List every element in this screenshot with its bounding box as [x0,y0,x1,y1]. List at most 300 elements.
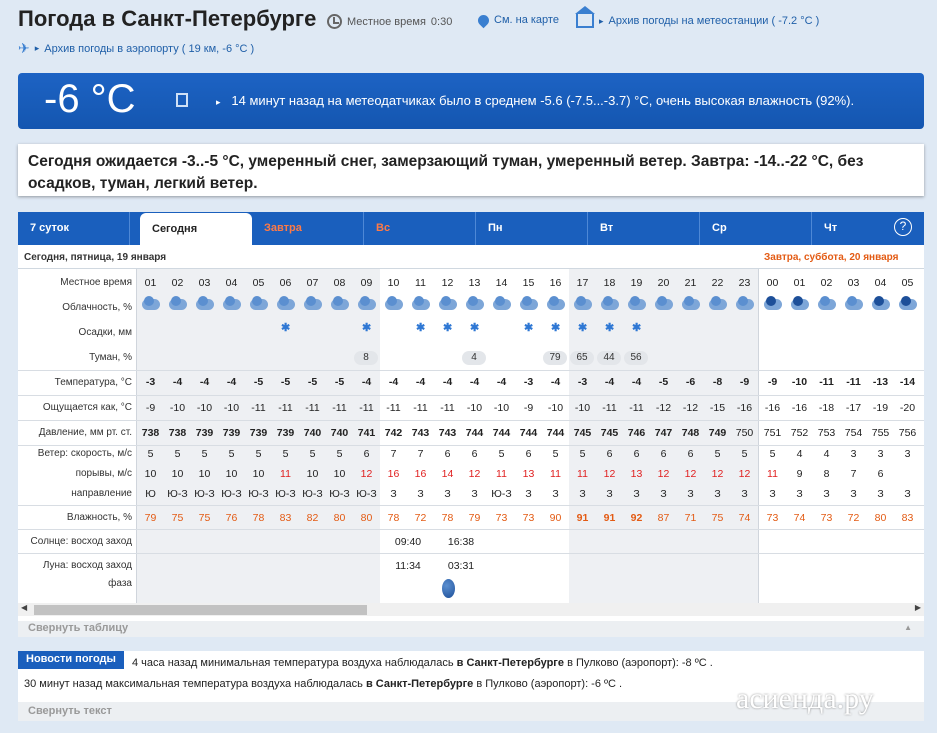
wind-cell: 5 [309,448,316,460]
label-dir: направление [71,488,132,499]
hour-cell: 20 [657,277,670,289]
cloud-moon-icon [788,296,810,311]
pressure-cell: 751 [763,427,782,439]
scroll-right-icon[interactable]: ▶ [914,603,921,612]
table-scrollbar[interactable] [18,603,924,616]
temp-cell: -11 [846,376,861,388]
tab-wednesday[interactable] [700,212,812,245]
humidity-cell: 75 [171,512,184,524]
map-link[interactable] [478,14,559,26]
cloud-icon [139,296,161,311]
tab-label: Вс [376,222,391,234]
gust-cell: 14 [441,468,454,480]
humidity-cell: 91 [576,512,589,524]
gust-cell: 8 [823,468,830,480]
temp-cell: -4 [199,376,210,388]
feels-cell: -16 [764,402,781,414]
feels-cell: -10 [223,402,240,414]
cloud-icon [166,296,188,311]
humidity-cell: 83 [901,512,914,524]
temp-cell: -5 [334,376,345,388]
gust-cell: 10 [144,468,157,480]
dir-cell: Ю-З [329,488,350,500]
gust-cell: 11 [280,468,291,480]
dir-cell: Ю-З [194,488,215,500]
day-tabs [18,212,924,245]
feels-cell: -12 [682,402,699,414]
dir-cell: З [877,488,884,500]
scroll-left-icon[interactable]: ◀ [21,603,28,612]
dir-cell: Ю-З [491,488,512,500]
pressure-cell: 748 [681,427,700,439]
temp-cell: -9 [767,376,778,388]
gust-cell: 6 [877,468,884,480]
label-humidity: Влажность, % [66,512,132,523]
snow-icon: ✱ [362,322,372,334]
local-time-label: Местное время [347,15,426,28]
wind-cell: 5 [552,448,559,460]
humidity-cell: 79 [468,512,481,524]
gust-cell: 13 [522,468,535,480]
temp-cell: -5 [280,376,291,388]
wind-cell: 5 [714,448,721,460]
snow-icon: ✱ [524,322,534,334]
pressure-cell: 749 [708,427,727,439]
label-cloud: Облачность, % [62,302,132,313]
dir-cell: Ю-З [356,488,377,500]
gust-cell: 10 [198,468,211,480]
wind-cell: 6 [633,448,640,460]
tab-monday[interactable] [476,212,588,245]
dir-cell: Ю-З [167,488,188,500]
temp-cell: -5 [253,376,264,388]
dir-cell: З [633,488,640,500]
hour-cell: 13 [468,277,481,289]
gust-cell: 11 [550,468,561,480]
current-temp: -6 °C [44,77,136,121]
humidity-cell: 72 [414,512,427,524]
wind-cell: 5 [174,448,181,460]
tab-tuesday[interactable] [588,212,700,245]
caret-icon: ▸ [216,97,221,107]
local-time-value: 0:30 [430,15,453,28]
hour-cell: 10 [387,277,400,289]
feels-cell: -9 [523,402,534,414]
date-tomorrow: Завтра, суббота, 20 января [764,252,899,263]
humidity-cell: 82 [306,512,319,524]
gust-cell: 12 [603,468,616,480]
news-text: в Пулково (аэропорт): -8 ºC . [567,657,713,669]
temp-cell: -4 [604,376,615,388]
humidity-cell: 75 [711,512,724,524]
dir-cell: З [552,488,559,500]
row-divider [18,529,924,530]
temp-cell: -4 [226,376,237,388]
pressure-cell: 754 [844,427,863,439]
dir-cell: З [823,488,830,500]
label-phase: фаза [108,578,132,589]
wind-cell: 4 [823,448,830,460]
fog-badge: 8 [354,351,378,365]
cloud-icon [598,296,620,311]
wind-cell: 5 [579,448,586,460]
label-gusts: порывы, м/с [75,468,132,479]
feels-cell: -11 [305,402,320,414]
feels-cell: -11 [278,402,293,414]
hour-cell: 02 [820,277,833,289]
pressure-cell: 744 [465,427,484,439]
wind-cell: 5 [201,448,208,460]
row-divider [18,420,924,421]
dir-cell: З [390,488,397,500]
watermark: асиенда.ру [736,682,874,715]
humidity-cell: 78 [252,512,265,524]
snow-icon: ✱ [632,322,642,334]
wind-cell: 6 [525,448,532,460]
cloud-icon [842,296,864,311]
gust-cell: 16 [387,468,400,480]
pressure-cell: 744 [492,427,511,439]
wind-cell: 6 [606,448,613,460]
tab-7-days[interactable] [18,212,130,245]
cloud-moon-icon [896,296,918,311]
feels-cell: -10 [196,402,213,414]
wind-cell: 7 [417,448,424,460]
pressure-cell: 742 [384,427,403,439]
snow-icon: ✱ [416,322,426,334]
cloud-icon [733,296,755,311]
feels-cell: -20 [899,402,916,414]
help-icon[interactable]: ? [894,218,912,236]
snow-icon: ✱ [551,322,561,334]
gust-cell: 11 [496,468,507,480]
dir-cell: З [741,488,748,500]
humidity-cell: 72 [847,512,860,524]
humidity-cell: 80 [874,512,887,524]
caret-icon: ▸ [34,43,40,53]
label-time: Местное время [60,277,132,288]
pressure-cell: 746 [627,427,646,439]
dir-cell: З [850,488,857,500]
feels-cell: -16 [736,402,753,414]
cloud-moon-icon [869,296,891,311]
pressure-cell: 739 [276,427,295,439]
hour-cell: 04 [874,277,887,289]
wind-cell: 5 [228,448,235,460]
hour-cell: 22 [711,277,724,289]
tab-divider [129,212,130,245]
cloud-icon [193,296,215,311]
row-divider [18,445,924,446]
station-archive-text[interactable]: Архив погоды на метеостанции ( -7.2 °C ) [608,15,820,27]
fog-badge: 65 [570,351,594,365]
current-summary [216,93,854,108]
cloud-icon [220,296,242,311]
feels-cell: -11 [440,402,455,414]
wind-cell: 6 [471,448,478,460]
humidity-cell: 80 [333,512,346,524]
dir-cell: З [714,488,721,500]
pressure-cell: 739 [249,427,268,439]
feels-cell: -12 [655,402,672,414]
hour-cell: 09 [360,277,373,289]
feels-cell: -11 [251,402,266,414]
tab-label: Вт [600,222,614,234]
dir-cell: Ю [145,488,156,500]
cloud-icon [463,296,485,311]
dir-cell: Ю-З [221,488,242,500]
clock-icon [327,14,342,29]
wind-cell: 4 [796,448,803,460]
feels-cell: -9 [145,402,156,414]
gust-cell: 12 [738,468,751,480]
temp-cell: -6 [685,376,696,388]
wind-cell: 7 [390,448,397,460]
wind-cell: 3 [904,448,911,460]
pressure-cell: 739 [222,427,241,439]
dates-row [18,245,924,269]
local-time [327,14,452,29]
humidity-cell: 87 [657,512,670,524]
current-summary-text: 14 минут назад на метеодатчиках было в среднем -5.6 (-7.5...-3.7) °C, очень высокая влажность (92%). [231,93,855,108]
gust-cell: 12 [360,468,373,480]
airport-archive-link[interactable] [18,40,254,57]
feels-cell: -11 [332,402,347,414]
feels-cell: -10 [466,402,483,414]
humidity-cell: 83 [279,512,292,524]
news-text: в Пулково (аэропорт): -6 ºC . [476,678,623,690]
temp-cell: -11 [819,376,834,388]
moonset: 03:31 [447,560,475,572]
cloud-icon [409,296,431,311]
collapse-up-icon: ▲ [904,623,912,632]
snow-icon: ✱ [443,322,453,334]
humidity-cell: 73 [495,512,508,524]
humidity-cell: 90 [549,512,562,524]
wind-cell: 3 [850,448,857,460]
feels-cell: -11 [629,402,644,414]
wind-cell: 6 [660,448,667,460]
dir-cell: З [579,488,586,500]
label-temp: Температура, °C [54,377,132,388]
temp-cell: -9 [739,376,750,388]
temp-cell: -3 [577,376,588,388]
feels-cell: -18 [818,402,835,414]
tab-today[interactable] [140,213,252,246]
map-link-text[interactable]: См. на карте [494,14,559,26]
pressure-cell: 739 [195,427,214,439]
feels-cell: -10 [547,402,564,414]
pressure-cell: 744 [519,427,538,439]
cloud-moon-icon [761,296,783,311]
pressure-cell: 755 [871,427,890,439]
tab-thursday[interactable] [812,212,892,245]
feels-cell: -19 [872,402,889,414]
dir-cell: З [525,488,532,500]
fog-badge: 4 [462,351,486,365]
cloud-icon [625,296,647,311]
cloud-icon [652,296,674,311]
hour-cell: 12 [441,277,454,289]
dir-cell: З [444,488,451,500]
fog-badge: 56 [624,351,648,365]
dir-cell: З [606,488,613,500]
hour-cell: 03 [847,277,860,289]
dir-cell: З [904,488,911,500]
row-divider [18,395,924,396]
collapse-table-button[interactable] [18,621,924,637]
cloud-icon [328,296,350,311]
collapse-text-label: Свернуть текст [28,705,112,717]
cloud-icon [706,296,728,311]
pressure-cell: 745 [573,427,592,439]
sunrise: 09:40 [394,536,422,548]
hour-cell: 15 [522,277,535,289]
temp-cell: -3 [145,376,156,388]
pressure-cell: 740 [303,427,322,439]
pressure-cell: 756 [898,427,917,439]
humidity-cell: 80 [360,512,373,524]
label-sun: Солнце: восход заход [30,536,132,547]
row-divider [18,370,924,371]
pressure-cell: 738 [168,427,187,439]
pressure-cell: 753 [817,427,836,439]
gust-cell: 12 [657,468,670,480]
hour-cell: 01 [793,277,806,289]
label-moon: Луна: восход заход [42,560,132,571]
current-weather-banner [18,73,924,129]
humidity-cell: 78 [441,512,454,524]
hour-cell: 19 [630,277,643,289]
cloud-icon [274,296,296,311]
cloud-icon [517,296,539,311]
wind-cell: 5 [769,448,776,460]
page-title: Погода в Санкт-Петербурге [18,6,317,31]
feels-cell: -10 [574,402,591,414]
humidity-cell: 73 [820,512,833,524]
temp-cell: -4 [550,376,561,388]
pressure-cell: 743 [411,427,430,439]
station-icon [576,14,594,28]
wind-cell: 5 [741,448,748,460]
sunset: 16:38 [447,536,475,548]
fog-badge: 44 [597,351,621,365]
label-wind: Ветер: скорость, м/с [37,448,132,459]
wind-cell: 3 [877,448,884,460]
dir-cell: Ю-З [248,488,269,500]
gust-cell: 10 [306,468,319,480]
dir-cell: З [660,488,667,500]
temp-cell: -13 [872,376,889,388]
tab-label: Завтра [264,222,302,234]
dir-cell: З [687,488,694,500]
snow-icon: ✱ [605,322,615,334]
hour-cell: 11 [415,277,426,289]
humidity-cell: 79 [144,512,157,524]
temp-cell: -4 [631,376,642,388]
temp-cell: -4 [361,376,372,388]
tab-tomorrow[interactable] [252,212,364,245]
hour-cell: 00 [766,277,779,289]
tab-sunday[interactable] [364,212,476,245]
snow-icon: ✱ [281,322,291,334]
station-archive-link[interactable] [576,14,819,28]
feels-cell: -11 [386,402,401,414]
gust-cell: 12 [711,468,724,480]
wind-cell: 5 [147,448,154,460]
label-feels: Ощущается как, °C [42,402,132,413]
news-item [132,657,713,669]
temp-cell: -4 [415,376,426,388]
pressure-cell: 752 [790,427,809,439]
temp-cell: -4 [388,376,399,388]
gust-cell: 12 [468,468,481,480]
news-city: в Санкт-Петербурге [365,678,474,690]
airport-archive-text[interactable]: Архив погоды в аэропорту ( 19 км, -6 °C ) [44,42,255,55]
humidity-cell: 71 [684,512,697,524]
plane-icon: ✈ [18,40,30,56]
wind-cell: 5 [255,448,262,460]
gust-cell: 11 [577,468,588,480]
cloud-icon [571,296,593,311]
dir-cell: З [769,488,776,500]
scroll-thumb[interactable] [34,605,367,615]
dir-cell: Ю-З [275,488,296,500]
wind-cell: 5 [498,448,505,460]
cloud-icon [490,296,512,311]
gust-cell: 10 [171,468,184,480]
news-text: 30 минут назад максимальная температура воздуха наблюдалась [24,678,363,690]
forecast-text: Сегодня ожидается -3..-5 °C, умеренный снег, замерзающий туман, умеренный ветер. Завтра: -14..-22 °C, без осадков, туман, легкий ветер. [18,144,924,196]
wind-cell: 6 [363,448,370,460]
moon-phase-icon [442,579,455,598]
hour-cell: 17 [576,277,589,289]
temp-cell: -5 [658,376,669,388]
gust-cell: 10 [252,468,265,480]
dir-cell: Ю-З [302,488,323,500]
gust-cell: 9 [796,468,803,480]
feels-cell: -17 [845,402,862,414]
cloud-icon [679,296,701,311]
tab-label: Пн [488,222,503,234]
label-fog: Туман, % [89,352,132,363]
wind-cell: 6 [687,448,694,460]
pin-icon [476,12,492,28]
pressure-cell: 745 [600,427,619,439]
feels-cell: -10 [169,402,186,414]
dir-cell: З [796,488,803,500]
humidity-cell: 92 [630,512,643,524]
pressure-cell: 741 [357,427,376,439]
tab-label: Ср [712,222,727,234]
tab-label: Чт [824,222,838,234]
snow-icon: ✱ [578,322,588,334]
date-today: Сегодня, пятница, 19 января [24,252,167,263]
wind-cell: 5 [282,448,289,460]
cloud-icon [436,296,458,311]
temp-cell: -4 [469,376,480,388]
gust-cell: 13 [630,468,643,480]
building-icon [176,93,188,107]
gust-cell: 16 [414,468,427,480]
dir-cell: З [417,488,424,500]
cloud-icon [382,296,404,311]
temp-cell: -3 [523,376,534,388]
gust-cell: 10 [333,468,346,480]
row-divider [18,553,924,554]
dir-cell: З [471,488,478,500]
snow-icon: ✱ [470,322,480,334]
